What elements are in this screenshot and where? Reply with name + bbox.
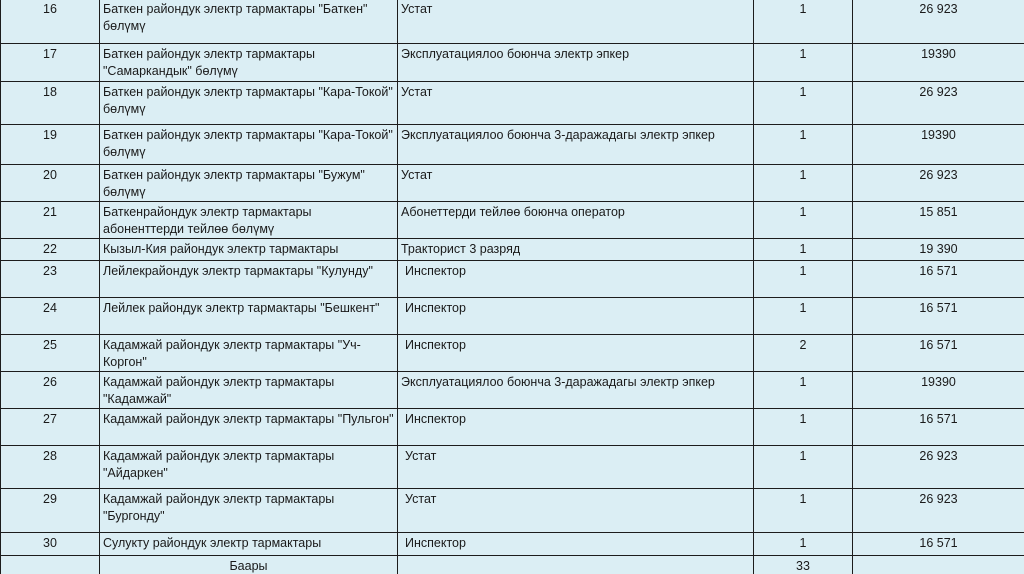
- position-cell: Устат: [398, 165, 754, 202]
- table-row: [1, 533, 1024, 556]
- count-cell: 1: [754, 489, 853, 533]
- table-row: [1, 489, 1024, 533]
- empty-cell: [853, 556, 1024, 574]
- position-text: Инспектор: [405, 264, 466, 278]
- salary-cell: 19390: [853, 44, 1024, 82]
- salary-cell: 19390: [853, 372, 1024, 409]
- salary-cell: 26 923: [853, 165, 1024, 202]
- count-cell: 1: [754, 239, 853, 261]
- row-number: 16: [1, 0, 100, 44]
- organization-cell: Кадамжай райондук электр тармактары "Айдаркен": [100, 446, 398, 489]
- table-row: [1, 0, 1024, 44]
- organization-cell: Сулукту райондук электр тармактары: [100, 533, 398, 556]
- organization-cell: Кадамжай райондук электр тармактары "Пульгон": [100, 409, 398, 446]
- position-cell: Устат: [398, 0, 754, 44]
- position-cell: Эксплуатациялоо боюнча 3-даражадагы электр эпкер: [398, 372, 754, 409]
- position-cell: Абонеттерди тейлөө боюнча оператор: [398, 202, 754, 239]
- salary-cell: 26 923: [853, 0, 1024, 44]
- row-number: 20: [1, 165, 100, 202]
- table-body: [1, 0, 1024, 574]
- position-cell: [398, 489, 754, 533]
- position-cell: Тракторист 3 разряд: [398, 239, 754, 261]
- position-text: Инспектор: [405, 301, 466, 315]
- organization-cell: Баткен райондук электр тармактары "Кара-Токой" бөлүмү: [100, 82, 398, 125]
- organization-cell: Кадамжай райондук электр тармактары "Бургонду": [100, 489, 398, 533]
- salary-cell: 16 571: [853, 261, 1024, 298]
- row-number: 17: [1, 44, 100, 82]
- row-number: 28: [1, 446, 100, 489]
- table-row: [1, 82, 1024, 125]
- row-number: 23: [1, 261, 100, 298]
- count-cell: 1: [754, 261, 853, 298]
- position-cell: [398, 533, 754, 556]
- position-cell: Эксплуатациялоо боюнча электр эпкер: [398, 44, 754, 82]
- table-row: [1, 335, 1024, 372]
- salary-cell: 16 571: [853, 335, 1024, 372]
- table-row: [1, 239, 1024, 261]
- organization-cell: Кадамжай райондук электр тармактары "Кадамжай": [100, 372, 398, 409]
- empty-cell: [1, 556, 100, 574]
- row-number: 21: [1, 202, 100, 239]
- salary-cell: 19 390: [853, 239, 1024, 261]
- total-count: 33: [754, 556, 853, 574]
- count-cell: 1: [754, 372, 853, 409]
- count-cell: 2: [754, 335, 853, 372]
- organization-cell: Лейлек райондук электр тармактары "Бешкент": [100, 298, 398, 335]
- position-cell: Устат: [398, 82, 754, 125]
- organization-cell: Кадамжай райондук электр тармактары "Уч-Коргон": [100, 335, 398, 372]
- position-text: Устат: [405, 492, 437, 506]
- position-text: Инспектор: [405, 338, 466, 352]
- count-cell: 1: [754, 202, 853, 239]
- salary-cell: 26 923: [853, 489, 1024, 533]
- position-cell: Эксплуатациялоо боюнча 3-даражадагы электр эпкер: [398, 125, 754, 165]
- organization-cell: Баткен райондук электр тармактары "Самаркандык" бөлүмү: [100, 44, 398, 82]
- row-number: 26: [1, 372, 100, 409]
- row-number: 29: [1, 489, 100, 533]
- count-cell: 1: [754, 298, 853, 335]
- organization-cell: Лейлекрайондук электр тармактары "Кулунду": [100, 261, 398, 298]
- count-cell: 1: [754, 409, 853, 446]
- salary-cell: 16 571: [853, 298, 1024, 335]
- organization-cell: Баткен райондук электр тармактары "Кара-Токой" бөлүмү: [100, 125, 398, 165]
- row-number: 18: [1, 82, 100, 125]
- position-cell: [398, 446, 754, 489]
- count-cell: 1: [754, 533, 853, 556]
- salary-cell: 26 923: [853, 446, 1024, 489]
- empty-cell: [398, 556, 754, 574]
- total-row: [1, 556, 1024, 574]
- organization-cell: Баткен райондук электр тармактары "Бужум" бөлүмү: [100, 165, 398, 202]
- count-cell: 1: [754, 44, 853, 82]
- table-row: [1, 125, 1024, 165]
- count-cell: 1: [754, 165, 853, 202]
- salary-cell: 26 923: [853, 82, 1024, 125]
- row-number: 30: [1, 533, 100, 556]
- salary-cell: 16 571: [853, 409, 1024, 446]
- organization-cell: Кызыл-Кия райондук электр тармактары: [100, 239, 398, 261]
- count-cell: 1: [754, 125, 853, 165]
- table-row: [1, 202, 1024, 239]
- table-row: [1, 409, 1024, 446]
- row-number: 27: [1, 409, 100, 446]
- row-number: 25: [1, 335, 100, 372]
- table-row: [1, 372, 1024, 409]
- total-label: Баары: [100, 556, 398, 574]
- position-cell: [398, 261, 754, 298]
- table-row: [1, 165, 1024, 202]
- position-cell: [398, 409, 754, 446]
- position-cell: [398, 298, 754, 335]
- row-number: 19: [1, 125, 100, 165]
- position-text: Инспектор: [405, 412, 466, 426]
- organization-cell: Баткенрайондук электр тармактары абоненттерди тейлөө бөлүмү: [100, 202, 398, 239]
- position-text: Устат: [405, 449, 437, 463]
- organization-cell: Баткен райондук электр тармактары "Баткен" бөлүмү: [100, 0, 398, 44]
- salary-cell: 16 571: [853, 533, 1024, 556]
- count-cell: 1: [754, 0, 853, 44]
- salary-cell: 15 851: [853, 202, 1024, 239]
- position-text: Инспектор: [405, 536, 466, 550]
- table-row: [1, 298, 1024, 335]
- row-number: 22: [1, 239, 100, 261]
- table-row: [1, 261, 1024, 298]
- count-cell: 1: [754, 446, 853, 489]
- row-number: 24: [1, 298, 100, 335]
- table-row: [1, 446, 1024, 489]
- position-cell: [398, 335, 754, 372]
- salary-cell: 19390: [853, 125, 1024, 165]
- table-row: [1, 44, 1024, 82]
- count-cell: 1: [754, 82, 853, 125]
